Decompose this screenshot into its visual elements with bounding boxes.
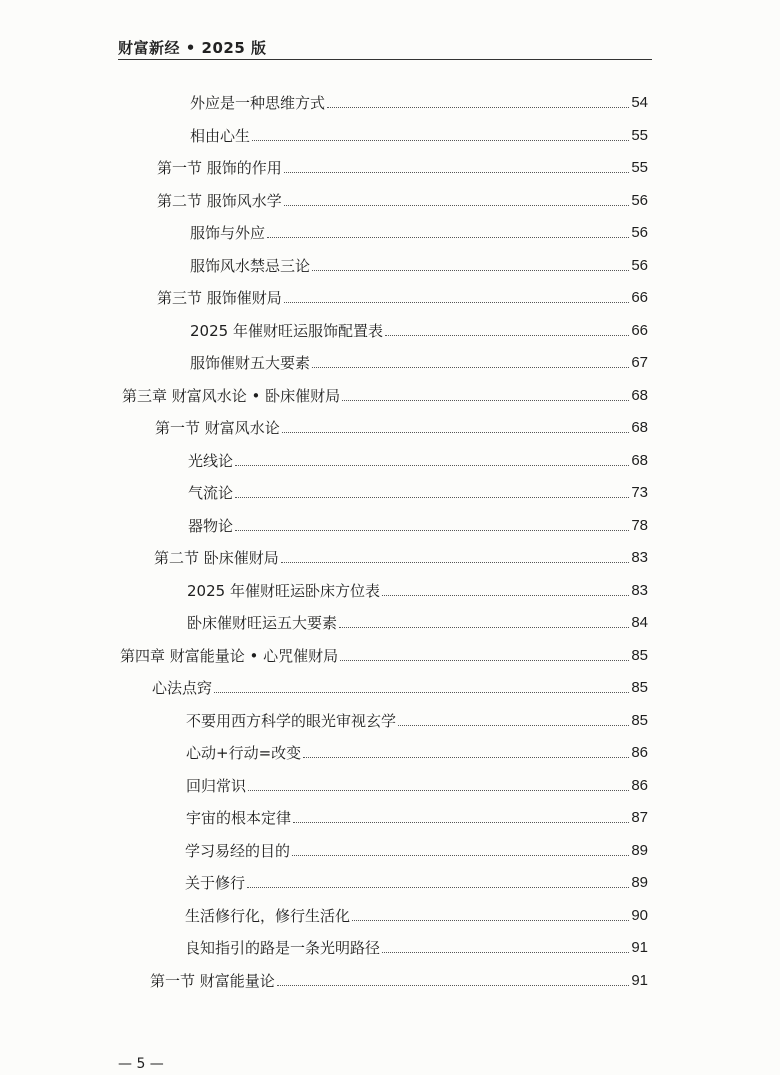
toc-entry-label: 2025 年催财旺运卧床方位表	[187, 581, 380, 600]
toc-entry-page: 90	[631, 906, 648, 924]
toc-leader-dots	[352, 920, 629, 921]
toc-leader-dots	[214, 692, 629, 693]
toc-leader-dots	[382, 952, 629, 953]
toc-entry-page: 85	[631, 711, 648, 729]
toc-entry-label: 心动+行动=改变	[186, 744, 302, 762]
toc-entry-label: 气流论	[188, 484, 234, 502]
toc-leader-dots	[235, 530, 629, 531]
toc-leader-dots	[235, 497, 629, 498]
toc-entry-label: 第三节 服饰催财局	[157, 289, 282, 307]
toc-entry-label: 第二节 卧床催财局	[154, 549, 279, 567]
toc-entry-label: 相由心生	[190, 126, 251, 145]
toc-leader-dots	[282, 432, 630, 433]
toc-entry-page: 85	[631, 679, 648, 696]
toc-leader-dots	[284, 172, 630, 173]
toc-entry-label: 服饰催财五大要素	[190, 354, 311, 372]
toc-entry[interactable]	[187, 580, 648, 602]
toc-entry-label: 第二节 服饰风水学	[157, 191, 282, 210]
toc-entry[interactable]	[187, 612, 648, 634]
toc-entry-label: 服饰与外应	[190, 224, 266, 242]
toc-leader-dots	[252, 140, 629, 141]
toc-entry-label: 卧床催财旺运五大要素	[187, 614, 338, 632]
toc-entry-label: 器物论	[188, 516, 234, 535]
toc-entry-page: 91	[631, 971, 648, 989]
toc-entry[interactable]	[190, 320, 648, 342]
toc-entry[interactable]	[188, 450, 648, 472]
toc-entry-label: 第四章 财富能量论 • 心咒催财局	[120, 646, 339, 665]
toc-leader-dots	[340, 660, 629, 661]
toc-entry-label: 生活修行化，修行生活化	[185, 906, 351, 925]
toc-entry-page: 66	[631, 321, 648, 339]
toc-entry[interactable]	[157, 190, 648, 212]
toc-entry-label: 学习易经的目的	[185, 841, 291, 860]
toc-entry[interactable]	[190, 92, 648, 114]
toc-leader-dots	[382, 595, 629, 596]
toc-entry[interactable]	[190, 222, 648, 244]
toc-entry[interactable]	[186, 807, 648, 829]
toc-leader-dots	[284, 302, 630, 303]
toc-entry[interactable]	[152, 677, 648, 699]
toc-leader-dots	[342, 400, 629, 401]
toc-entry[interactable]	[188, 515, 648, 537]
toc-entry-label: 光线论	[188, 451, 234, 470]
toc-entry-page: 89	[631, 874, 648, 891]
toc-leader-dots	[292, 855, 629, 856]
toc-leader-dots	[398, 725, 629, 726]
toc-leader-dots	[281, 562, 630, 563]
toc-entry-page: 78	[631, 516, 648, 534]
toc-entry-page: 91	[631, 939, 648, 956]
toc-entry[interactable]	[190, 125, 648, 147]
toc-entry-page: 68	[631, 386, 648, 404]
toc-leader-dots	[339, 627, 629, 628]
toc-entry[interactable]	[185, 840, 648, 862]
toc-leader-dots	[312, 270, 629, 271]
toc-entry-page: 84	[631, 614, 648, 631]
toc-entry-label: 服饰风水禁忌三论	[190, 256, 311, 275]
toc-entry[interactable]	[190, 352, 648, 374]
toc-entry-page: 85	[631, 646, 648, 664]
toc-entry[interactable]	[155, 417, 648, 439]
toc-entry[interactable]	[157, 157, 648, 179]
toc-entry-label: 不要用西方科学的眼光审视玄学	[186, 711, 397, 730]
toc-entry-page: 86	[631, 776, 648, 794]
toc-entry-label: 第一节 财富风水论	[155, 419, 280, 437]
toc-leader-dots	[312, 367, 629, 368]
toc-entry[interactable]	[186, 710, 648, 732]
toc-entry-page: 56	[631, 191, 648, 209]
toc-entry-page: 56	[631, 224, 648, 241]
toc-entry-label: 第一节 财富能量论	[150, 971, 275, 990]
toc-leader-dots	[247, 887, 629, 888]
toc-entry-page: 56	[631, 256, 648, 274]
toc-entry-page: 68	[631, 451, 648, 469]
toc-leader-dots	[235, 465, 629, 466]
toc-entry-page: 83	[631, 549, 648, 566]
toc-entry-page: 67	[631, 354, 648, 371]
toc-entry-label: 关于修行	[185, 874, 246, 892]
toc-entry-page: 73	[631, 484, 648, 501]
toc-entry[interactable]	[185, 937, 648, 959]
toc-entry[interactable]	[122, 385, 648, 407]
toc-leader-dots	[385, 335, 629, 336]
toc-leader-dots	[267, 237, 629, 238]
header-rule	[118, 59, 652, 60]
toc-leader-dots	[293, 822, 629, 823]
toc-entry-label: 第三章 财富风水论 • 卧床催财局	[122, 386, 341, 405]
toc-entry-page: 54	[631, 94, 648, 111]
toc-entry-label: 2025 年催财旺运服饰配置表	[190, 321, 383, 340]
toc-entry-label: 良知指引的路是一条光明路径	[185, 939, 381, 957]
toc-leader-dots	[303, 757, 629, 758]
toc-entry-label: 回归常识	[186, 776, 247, 795]
toc-entry-page: 83	[631, 581, 648, 599]
toc-entry[interactable]	[190, 255, 648, 277]
toc-entry[interactable]	[154, 547, 648, 569]
toc-entry-page: 87	[631, 809, 648, 826]
toc-entry[interactable]	[186, 775, 648, 797]
toc-leader-dots	[248, 790, 629, 791]
toc-entry[interactable]	[157, 287, 648, 309]
toc-entry[interactable]	[188, 482, 648, 504]
toc-entry-page: 86	[631, 744, 648, 761]
toc-entry-page: 68	[631, 419, 648, 436]
toc-entry[interactable]	[185, 872, 648, 894]
toc-entry[interactable]	[185, 905, 648, 927]
page-number: — 5 —	[118, 1056, 164, 1072]
toc-leader-dots	[284, 205, 630, 206]
toc-entry-page: 89	[631, 841, 648, 859]
toc-entry[interactable]	[186, 742, 648, 764]
toc-leader-dots	[327, 107, 629, 108]
running-header-title: 财富新经 • 2025 版	[118, 39, 267, 57]
toc-entry-page: 66	[631, 289, 648, 306]
toc-leader-dots	[277, 985, 630, 986]
toc-entry-page: 55	[631, 159, 648, 176]
toc-entry-label: 外应是一种思维方式	[190, 94, 326, 112]
toc-entry-label: 宇宙的根本定律	[186, 809, 292, 827]
toc-entry-page: 55	[631, 126, 648, 144]
toc-entry[interactable]	[120, 645, 648, 667]
toc-entry[interactable]	[150, 970, 648, 992]
toc-entry-label: 心法点窍	[152, 679, 213, 697]
toc-entry-label: 第一节 服饰的作用	[157, 159, 282, 177]
